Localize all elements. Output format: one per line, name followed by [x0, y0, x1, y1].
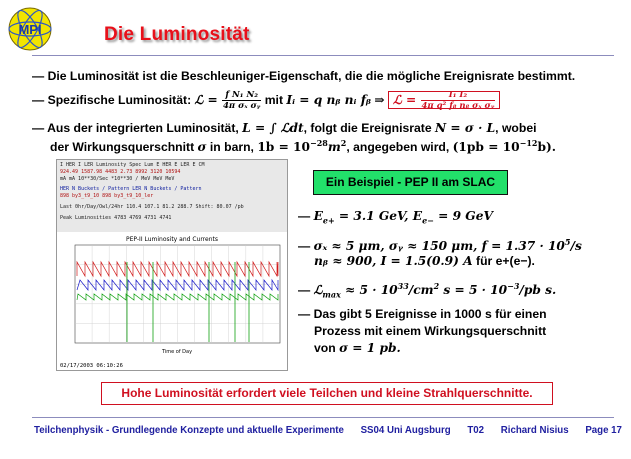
header-row: Peak Luminosities 4783 4769 4731 4741	[60, 215, 172, 221]
bullet-3-cont: der Wirkungsquerschnitt σ in barn, $1b = 10^{-28}m^2$, angegeben wird, $(1pb = 10^{-12}b)$.	[50, 138, 556, 155]
example-events-2	[314, 324, 546, 338]
header-row: 924.49 1587.98 4483 2.73 8992 3120 10594	[60, 169, 181, 175]
bullet-1: — Die Luminosität ist die Beschleuniger-Eigenschaft, die die mögliche Ereignisrate bestimmt.	[32, 69, 576, 83]
header-row: I HER I LER Luminosity Spec Lum E HER E LER E CM	[60, 162, 205, 168]
example-bunches-post: für e+(e−).	[476, 254, 535, 268]
bullet-2-label: Spezifische Luminosität:	[47, 93, 192, 107]
pep2-status-header	[57, 160, 287, 232]
bullet-1-text: Die Luminosität ist die Beschleuniger-Eigenschaft, die die mögliche Ereignisrate bestimmt.	[47, 69, 576, 83]
footer-page: Page 17	[585, 425, 622, 436]
formula-current: Iᵢ = q nᵦ nᵢ fᵦ	[286, 93, 372, 107]
bullet-3-text-a: Aus der integrierten Luminosität,	[47, 121, 239, 135]
header-row: 898 by3_t9_10 898 by3_t9_10_ler	[60, 193, 154, 199]
example-box: Ein Beispiel - PEP II am SLAC	[313, 170, 508, 195]
plot-x-label: Time of Day	[161, 349, 193, 355]
bullet-2: — Spezifische Luminosität: ℒ = $\frac{\text{f N₁ N₂}}{\text{4π σₓ σᵧ}}$ mit Iᵢ = q nᵦ nᵢ fᵦ ⇒ ℒ = $\frac{\text{I₁ I₂}}{\text{4π q² fᵦ nᵦ σₓ σᵧ}}$	[32, 90, 500, 111]
example-lmax: — ℒ$_{max}$ ≈ $5 \cdot 10^{33}/cm^2$ $s = 5 \cdot 10^{-3}/pb$ s.	[298, 281, 557, 300]
mpi-logo	[4, 5, 56, 53]
example-bunches: nᵦ ≈ 900, I = 1.5(0.9) A für e+(e−).	[314, 254, 535, 268]
footer-author: Richard Nisius	[500, 425, 569, 436]
bullet-3-text-f: , angegeben wird,	[346, 140, 450, 155]
example-events-3: von σ = 1 pb.	[314, 341, 401, 355]
example-events-text-b: Prozess mit einem Wirkungsquerschnitt	[314, 324, 547, 338]
bullet-3-text-e: in barn,	[209, 140, 254, 155]
bullet-3-text-d: der Wirkungsquerschnitt	[50, 140, 195, 155]
header-row: Last 0hr/Day/Owl/24hr 110.4 107.1 81.2 288.7 Shift: 80.07 /pb	[60, 204, 244, 210]
page-title: Die Luminosität	[104, 24, 250, 45]
footer-code: T02	[467, 425, 485, 436]
title-divider	[32, 55, 614, 56]
example-energies: — $E_{e+} = 3.1$ GeV, $E_{e-} = 9$ GeV	[298, 209, 493, 226]
bullet-3-text-c: , wobei	[495, 121, 537, 135]
footer	[34, 425, 622, 436]
lumi-currents-plot	[57, 232, 287, 370]
example-events-text-a: Das gibt 5 Ereignisse in 1000 s für einen	[313, 307, 547, 321]
logo-text: MPI	[18, 22, 42, 37]
header-row: HER N Buckets / Pattern LER N Buckets / Pattern	[60, 186, 202, 192]
plot-title: PEP-II Luminosity and Currents	[126, 236, 218, 243]
header-row: mA mA 10**30/Sec *10**30 / MeV MeV MeV	[60, 176, 175, 182]
bullet-3: — Aus der integrierten Luminosität, L = ∫ ℒdt, folgt die Ereignisrate N = σ · L, wobei	[32, 121, 537, 135]
footer-term: SS04 Uni Augsburg	[360, 425, 451, 436]
conclusion-box: Hohe Luminosität erfordert viele Teilchen und kleine Strahlquerschnitte.	[101, 382, 553, 405]
pep2-monitor-screenshot	[56, 159, 288, 371]
formula-lum-currents-box: ℒ = $\frac{\text{I₁ I₂}}{\text{4π q² fᵦ nᵦ σₓ σᵧ}}$	[388, 91, 500, 109]
example-beam-sizes: — σₓ ≈ 5 μm, σᵧ ≈ 150 μm, $f = 1.37 \cdot 10^5/s$	[298, 237, 582, 254]
bullet-3-text-b: , folgt die Ereignisrate	[303, 121, 432, 135]
example-events-text-c: von	[314, 341, 336, 355]
footer-divider	[32, 417, 614, 418]
plot-timestamp: 02/17/2003 06:10:26	[60, 363, 123, 369]
formula-spec-lum: ℒ = $\frac{\text{f N₁ N₂}}{\text{4π σₓ σᵧ}}$	[194, 90, 261, 111]
footer-course: Teilchenphysik - Grundlegende Konzepte und aktuelle Experimente	[34, 425, 344, 436]
bullet-2-mit: mit	[264, 93, 283, 107]
example-events-1: — Das gibt 5 Ereignisse in 1000 s für einen	[298, 307, 547, 321]
